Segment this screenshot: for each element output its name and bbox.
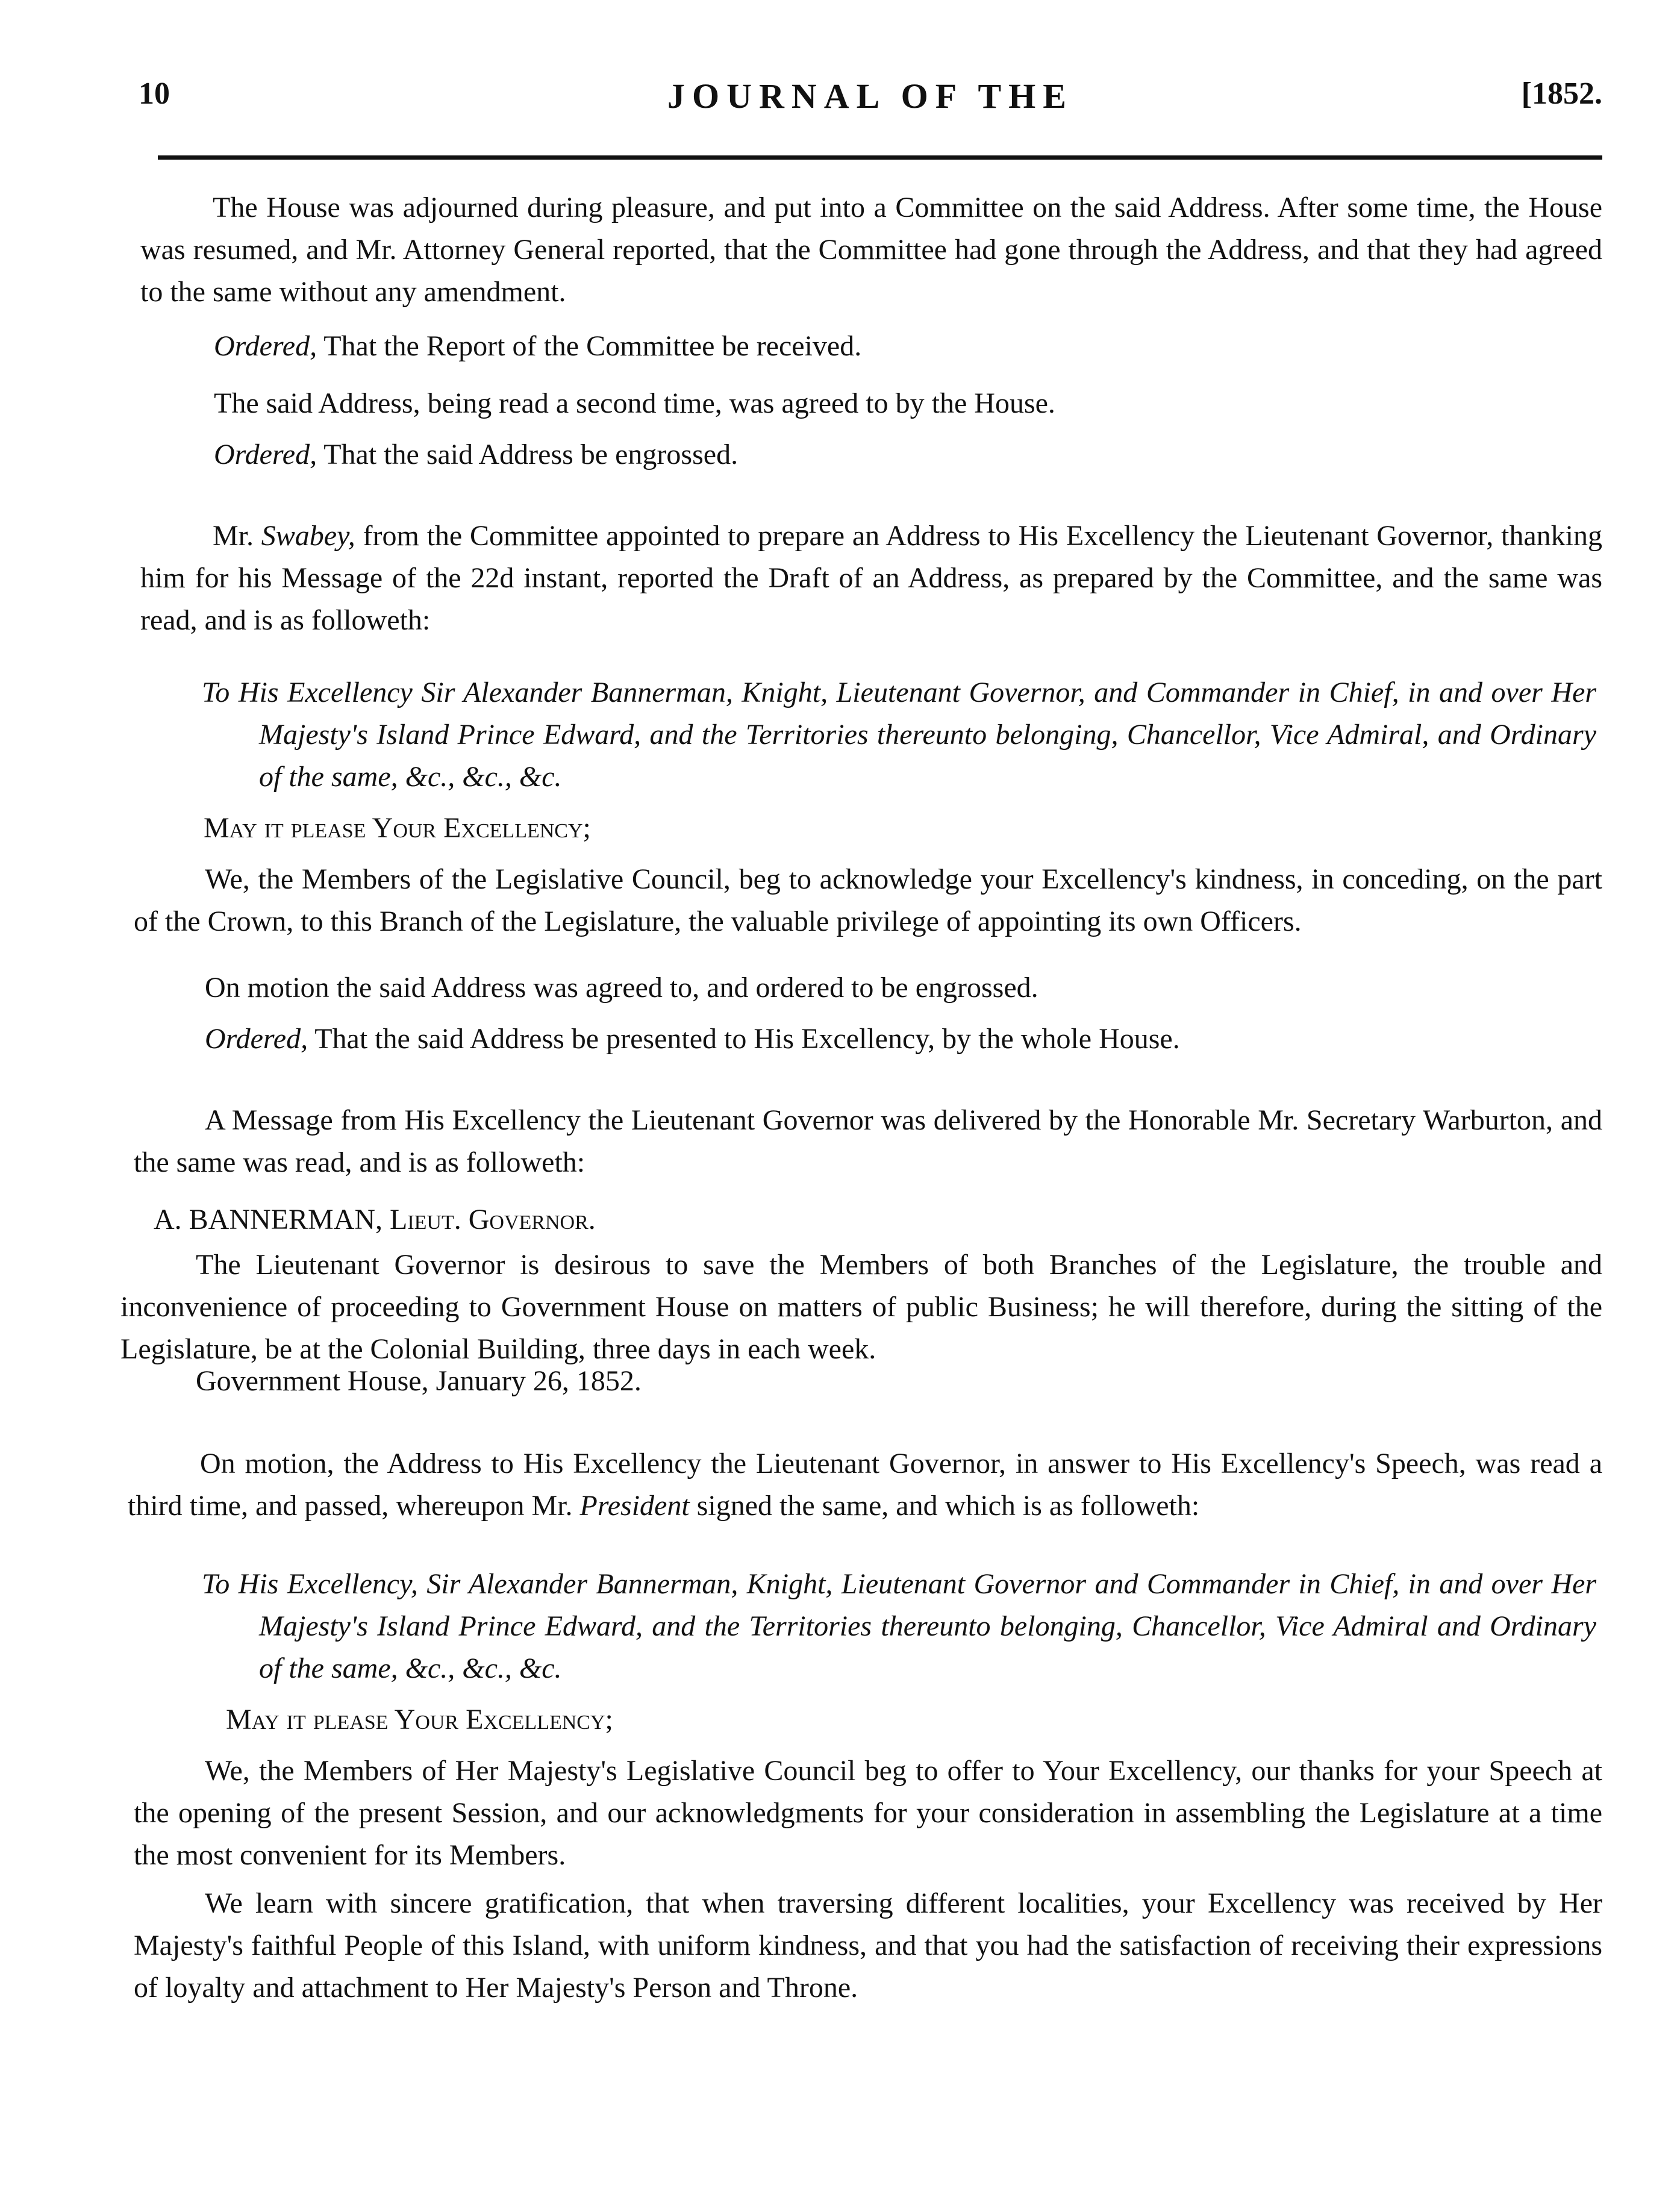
- paragraph-second-reading: The said Address, being read a second time, was agreed to by the House.: [214, 387, 1055, 419]
- ordered-text: That the Report of the Committee be received.: [323, 330, 862, 362]
- ordered-label: Ordered,: [214, 330, 317, 362]
- salutation-2: May it please Your Excellency;: [226, 1704, 613, 1736]
- address-body-1: We, the Members of the Legislative Council, beg to acknowledge your Excellency's kindness, in conceding, on the part of the Crown, to this Branch of the Legislature, the valuable privilege of appointing its own Officers.: [134, 863, 1602, 937]
- ordered-label: Ordered,: [214, 439, 317, 470]
- address-body-2: We, the Members of Her Majesty's Legislative Council beg to offer to Your Excellency, our thanks for your Speech at the opening of the present Session, and our acknowledgments for your consideration in assembling the Legislature at a time the most convenient for its Members.: [134, 1755, 1602, 1871]
- text-run: On motion, the Address to His Excellency the Lieutenant Governor, in answer to His Excellency's Speech, was read a third time, and passed, whereupon Mr.: [128, 1448, 1602, 1522]
- page-header: [139, 72, 1602, 120]
- ordered-label: Ordered,: [205, 1023, 308, 1055]
- text-run: Mr.: [213, 520, 254, 552]
- member-name: Swabey,: [261, 520, 355, 552]
- governor-message: The Lieutenant Governor is desirous to save the Members of both Branches of the Legislature, the trouble and inconvenience of proceeding to Government House on matters of public Business; he will therefore, during the sitting of the Legislature, be at the Colonial Building, three days in each week.: [120, 1249, 1602, 1365]
- salutation-1: May it please Your Excellency;: [204, 812, 591, 844]
- page-year: [1852.: [1521, 77, 1602, 111]
- paragraph-swabey-report: [140, 515, 1602, 642]
- message-signature: A. BANNERMAN, Lieut. Governor.: [154, 1204, 596, 1236]
- address-heading-2: To His Excellency, Sir Alexander Bannerman, Knight, Lieutenant Governor and Commander in Chief, in and over Her Majesty's Island Prince Edward, and the Territories thereunto belonging, Chancellor, Vice Admiral and Ordinary of the same, &c., &c., &c.: [202, 1568, 1596, 1684]
- address-body-3: We learn with sincere gratification, that when traversing different localities, your Excellency was received by Her Majesty's faithful People of this Island, with uniform kindness, and that you had the satisfaction of receiving their expressions of loyalty and attachment to Her Majesty's Person and Throne.: [134, 1887, 1602, 2004]
- message-dateline: Government House, January 26, 1852.: [196, 1365, 642, 1397]
- address-heading-1: To His Excellency Sir Alexander Bannerman, Knight, Lieutenant Governor, and Commander in Chief, in and over Her Majesty's Island Prince Edward, and the Territories thereunto belonging, Chancellor, Vice Admiral, and Ordinary of the same, &c., &c., &c.: [202, 677, 1596, 793]
- paragraph-third-reading: [128, 1443, 1602, 1527]
- paragraph-ordered-report: [214, 325, 1599, 367]
- ordered-text: That the said Address be engrossed.: [323, 439, 739, 470]
- paragraph-ordered-presented: [205, 1018, 1590, 1060]
- header-rule: [158, 155, 1602, 160]
- page-number: 10: [139, 77, 170, 111]
- president-name: President: [579, 1490, 690, 1522]
- paragraph-committee-report: The House was adjourned during pleasure, and put into a Committee on the said Address. After some time, the House was resumed, and Mr. Attorney General reported, that the Committee had gone through the Address, and that they had agreed to the same without any amendment.: [140, 192, 1602, 308]
- paragraph-message-delivered: A Message from His Excellency the Lieutenant Governor was delivered by the Honorable Mr. Secretary Warburton, and the same was read, and is as followeth:: [134, 1104, 1602, 1178]
- text-run: from the Committee appointed to prepare an Address to His Excellency the Lieutenant Governor, thanking him for his Message of the 22d instant, reported the Draft of an Address, as prepared by the Committee, and the same was read, and is as followeth:: [140, 520, 1603, 636]
- paragraph-agreed-engrossed: On motion the said Address was agreed to, and ordered to be engrossed.: [205, 972, 1038, 1004]
- paragraph-ordered-engrossed: [214, 434, 1599, 476]
- ordered-text: That the said Address be presented to His Excellency, by the whole House.: [314, 1023, 1180, 1055]
- running-title: JOURNAL OF THE: [667, 77, 1073, 116]
- text-run: signed the same, and which is as followeth:: [696, 1490, 1200, 1522]
